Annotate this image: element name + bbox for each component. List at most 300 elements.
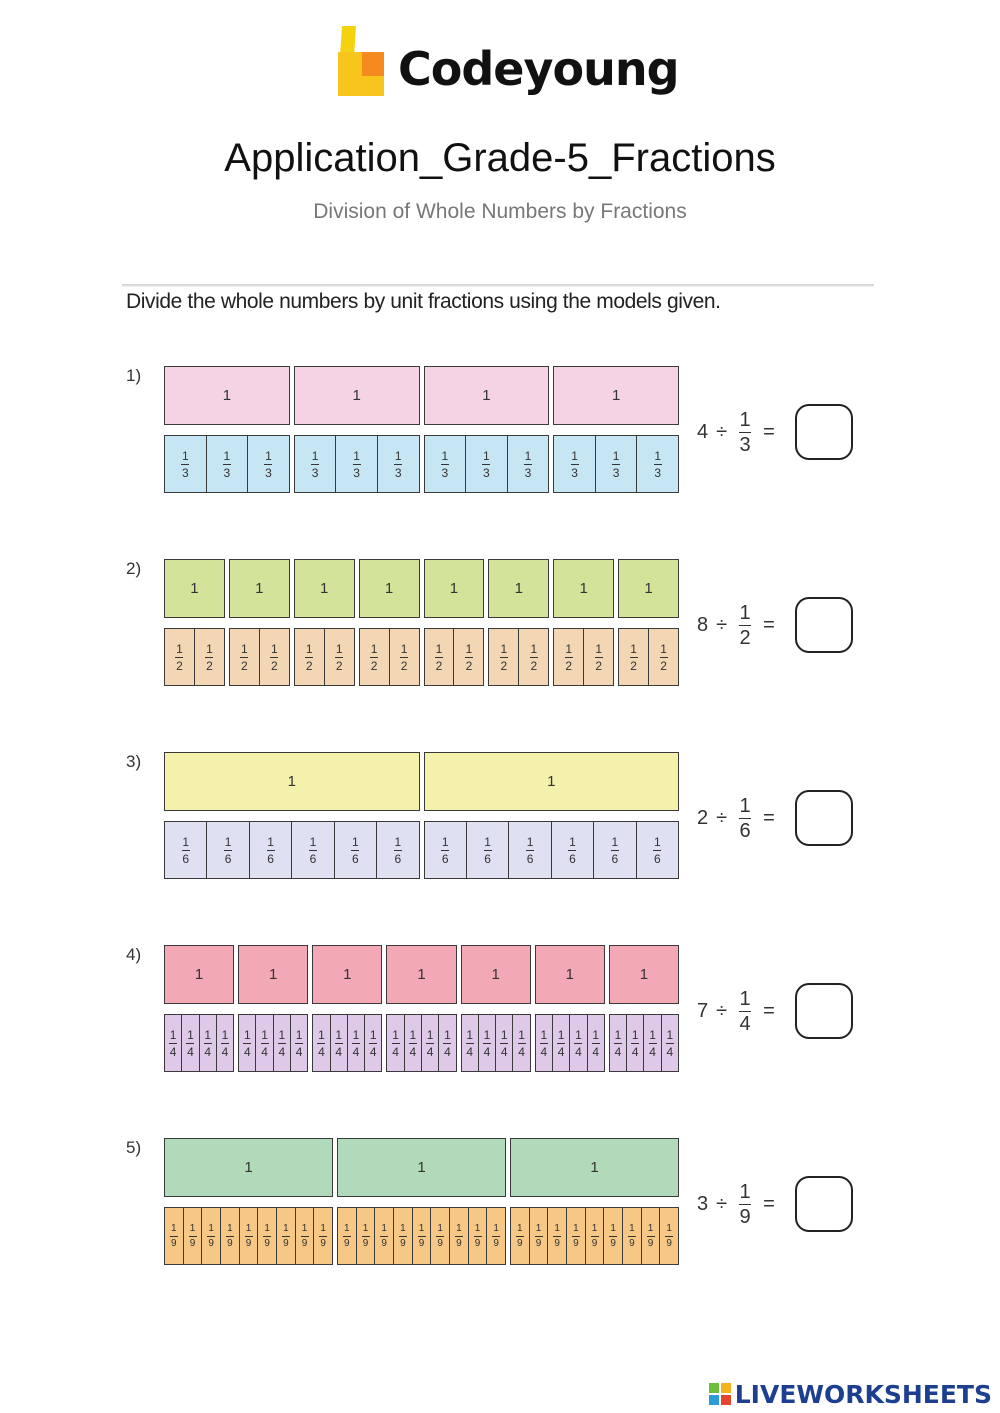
piece-numerator: 1	[182, 834, 190, 849]
piece-numerator: 1	[265, 448, 272, 463]
piece-denominator: 9	[573, 1237, 579, 1249]
piece-numerator: 1	[353, 448, 360, 463]
divisor-denominator: 4	[739, 1012, 751, 1035]
fraction-group	[618, 628, 679, 686]
piece-numerator: 1	[335, 1027, 343, 1042]
unit-fraction-piece	[184, 1208, 203, 1264]
piece-denominator: 4	[318, 1044, 325, 1059]
fraction-bar-row	[164, 821, 679, 879]
fraction-group	[238, 1014, 308, 1072]
unit-fraction-piece	[413, 1208, 432, 1264]
piece-denominator: 9	[437, 1237, 443, 1249]
piece-numerator: 1	[500, 1027, 508, 1042]
piece-numerator: 1	[267, 834, 274, 849]
unit-fraction-piece	[331, 1015, 348, 1071]
fraction-group	[553, 628, 614, 686]
piece-numerator: 1	[565, 641, 573, 656]
piece-denominator: 4	[392, 1044, 399, 1059]
division-equation	[697, 985, 853, 1037]
unit-fraction-piece	[336, 436, 378, 492]
piece-numerator: 1	[278, 1027, 286, 1042]
unit-fraction-piece	[200, 1015, 217, 1071]
piece-numerator: 1	[344, 1222, 350, 1234]
piece-denominator: 6	[352, 851, 359, 866]
piece-denominator: 4	[518, 1044, 525, 1059]
whole-bar: 1	[424, 559, 485, 618]
unit-fraction-piece	[314, 1208, 332, 1264]
unit-fraction-piece	[291, 1015, 307, 1071]
piece-numerator: 1	[557, 1027, 565, 1042]
piece-denominator: 6	[394, 851, 402, 866]
piece-numerator: 1	[305, 641, 313, 656]
piece-numerator: 1	[649, 1027, 656, 1042]
piece-denominator: 2	[206, 658, 213, 673]
unit-fraction-piece	[644, 1015, 661, 1071]
piece-numerator: 1	[318, 1027, 325, 1042]
unit-fraction-piece	[250, 822, 292, 878]
fraction-group	[488, 628, 549, 686]
piece-numerator: 1	[335, 641, 343, 656]
equals-sign: =	[763, 999, 775, 1022]
piece-numerator: 1	[591, 1222, 598, 1234]
divisor-fraction	[739, 796, 751, 841]
whole-bar-row	[164, 945, 679, 1004]
unit-fraction-piece	[202, 1208, 221, 1264]
fraction-bar-row	[164, 1014, 679, 1072]
divide-sign: ÷	[716, 1192, 728, 1215]
answer-input[interactable]	[795, 983, 853, 1039]
piece-denominator: 9	[535, 1237, 542, 1249]
unit-fraction-piece	[586, 1208, 605, 1264]
whole-bar: 1	[312, 945, 382, 1004]
whole-bar: 1	[294, 559, 355, 618]
unit-fraction-piece	[554, 436, 596, 492]
piece-denominator: 4	[666, 1044, 674, 1059]
equals-sign: =	[763, 420, 775, 443]
piece-denominator: 6	[484, 851, 491, 866]
unit-fraction-piece	[425, 629, 455, 685]
whole-bar: 1	[164, 559, 225, 618]
piece-numerator: 1	[208, 1222, 214, 1234]
piece-numerator: 1	[245, 1222, 252, 1234]
unit-fraction-piece	[165, 1015, 182, 1071]
unit-fraction-piece	[165, 1208, 184, 1264]
divide-sign: ÷	[716, 613, 728, 636]
piece-denominator: 4	[221, 1044, 229, 1059]
unit-fraction-piece	[165, 822, 207, 878]
piece-denominator: 9	[381, 1237, 387, 1249]
unit-fraction-piece	[469, 1208, 488, 1264]
piece-numerator: 1	[227, 1222, 233, 1234]
piece-denominator: 2	[241, 658, 248, 673]
piece-numerator: 1	[573, 1222, 579, 1234]
piece-numerator: 1	[474, 1222, 481, 1234]
answer-input[interactable]	[795, 790, 853, 846]
piece-numerator: 1	[465, 641, 473, 656]
fraction-model	[164, 559, 679, 689]
unit-fraction-piece	[466, 436, 508, 492]
unit-fraction-piece	[487, 1208, 505, 1264]
piece-denominator: 4	[557, 1044, 565, 1059]
unit-fraction-piece	[394, 1208, 413, 1264]
liveworksheets-logo	[709, 1379, 992, 1409]
piece-denominator: 4	[631, 1044, 639, 1059]
piece-numerator: 1	[426, 1027, 434, 1042]
unit-fraction-piece	[610, 1015, 627, 1071]
unit-fraction-piece	[313, 1015, 330, 1071]
unit-fraction-piece	[642, 1208, 661, 1264]
piece-denominator: 4	[369, 1044, 377, 1059]
piece-denominator: 9	[208, 1237, 214, 1249]
piece-numerator: 1	[370, 641, 378, 656]
fraction-model	[164, 366, 679, 496]
piece-numerator: 1	[535, 1222, 542, 1234]
piece-numerator: 1	[171, 1222, 177, 1234]
dividend: 4	[697, 420, 709, 443]
unit-fraction-piece	[165, 629, 195, 685]
fraction-model	[164, 1138, 679, 1268]
problem-4	[0, 945, 1000, 1075]
piece-denominator: 2	[500, 658, 508, 673]
piece-denominator: 6	[441, 851, 449, 866]
piece-numerator: 1	[187, 1027, 194, 1042]
piece-numerator: 1	[352, 1027, 360, 1042]
unit-fraction-piece	[479, 1015, 496, 1071]
whole-bar: 1	[229, 559, 290, 618]
unit-fraction-piece	[207, 436, 249, 492]
unit-fraction-piece	[207, 822, 249, 878]
unit-fraction-piece	[552, 822, 594, 878]
piece-numerator: 1	[400, 1222, 406, 1234]
piece-denominator: 4	[444, 1044, 451, 1059]
fraction-group	[337, 1207, 506, 1265]
unit-fraction-piece	[274, 1015, 291, 1071]
piece-denominator: 4	[204, 1044, 212, 1059]
piece-denominator: 2	[176, 658, 183, 673]
unit-fraction-piece	[405, 1015, 422, 1071]
piece-denominator: 9	[320, 1237, 326, 1249]
unit-fraction-piece	[637, 822, 678, 878]
piece-numerator: 1	[243, 1027, 251, 1042]
whole-bar: 1	[461, 945, 531, 1004]
unit-fraction-piece	[619, 629, 649, 685]
piece-denominator: 9	[554, 1237, 560, 1249]
piece-denominator: 4	[614, 1044, 622, 1059]
piece-denominator: 4	[592, 1044, 600, 1059]
divisor-denominator: 3	[739, 433, 751, 456]
unit-fraction-piece	[221, 1208, 240, 1264]
piece-numerator: 1	[569, 834, 576, 849]
fraction-bar-row	[164, 435, 679, 493]
divisor-fraction	[739, 410, 751, 455]
unit-fraction-piece	[594, 822, 636, 878]
whole-bar: 1	[337, 1138, 506, 1197]
piece-denominator: 9	[189, 1237, 196, 1249]
piece-denominator: 2	[435, 658, 443, 673]
piece-denominator: 2	[630, 658, 637, 673]
piece-numerator: 1	[362, 1222, 369, 1234]
fraction-group	[535, 1014, 605, 1072]
piece-denominator: 9	[456, 1237, 462, 1249]
unit-fraction-piece	[513, 1015, 529, 1071]
whole-bar: 1	[164, 945, 234, 1004]
piece-numerator: 1	[392, 1027, 399, 1042]
fraction-group	[510, 1207, 679, 1265]
piece-numerator: 1	[400, 641, 408, 656]
division-equation	[697, 406, 853, 458]
piece-numerator: 1	[630, 641, 637, 656]
piece-denominator: 4	[483, 1044, 491, 1059]
divisor-numerator: 1	[739, 601, 751, 624]
piece-numerator: 1	[283, 1222, 289, 1234]
unit-fraction-piece	[570, 1015, 587, 1071]
piece-denominator: 3	[524, 465, 532, 480]
whole-bar: 1	[386, 945, 456, 1004]
equals-sign: =	[763, 1192, 775, 1215]
piece-denominator: 3	[353, 465, 360, 480]
piece-denominator: 4	[278, 1044, 286, 1059]
piece-numerator: 1	[530, 641, 538, 656]
unit-fraction-piece	[467, 822, 509, 878]
fraction-group	[609, 1014, 679, 1072]
piece-numerator: 1	[394, 448, 402, 463]
whole-bar-row	[164, 366, 679, 425]
divisor-numerator: 1	[739, 794, 751, 817]
unit-fraction-piece	[662, 1015, 678, 1071]
problem-number: 4)	[126, 945, 142, 964]
piece-numerator: 1	[500, 641, 508, 656]
unit-fraction-piece	[584, 629, 613, 685]
fraction-group	[312, 1014, 382, 1072]
piece-numerator: 1	[660, 641, 667, 656]
piece-denominator: 6	[267, 851, 274, 866]
piece-denominator: 2	[465, 658, 473, 673]
whole-bar: 1	[164, 366, 290, 425]
unit-fraction-piece	[422, 1015, 439, 1071]
liveworksheets-text: LIVEWORKSHEETS	[734, 1379, 992, 1409]
fraction-bar-row	[164, 1207, 679, 1265]
unit-fraction-piece	[637, 436, 678, 492]
unit-fraction-piece	[295, 629, 325, 685]
piece-numerator: 1	[614, 1027, 622, 1042]
piece-denominator: 9	[264, 1237, 270, 1249]
piece-numerator: 1	[169, 1027, 177, 1042]
instruction-divider	[122, 284, 874, 287]
piece-denominator: 4	[243, 1044, 251, 1059]
equals-sign: =	[763, 613, 775, 636]
instruction-text: Divide the whole numbers by unit fractions using the models given.	[126, 290, 721, 313]
whole-bar: 1	[359, 559, 420, 618]
piece-denominator: 6	[611, 851, 619, 866]
unit-fraction-piece	[292, 822, 334, 878]
piece-denominator: 4	[649, 1044, 656, 1059]
fraction-group	[424, 628, 485, 686]
problem-number: 5)	[126, 1138, 142, 1157]
unit-fraction-piece	[567, 1208, 586, 1264]
piece-numerator: 1	[466, 1027, 474, 1042]
unit-fraction-piece	[439, 1015, 455, 1071]
fraction-bar-row	[164, 628, 679, 686]
piece-denominator: 3	[654, 465, 662, 480]
unit-fraction-piece	[548, 1208, 567, 1264]
piece-numerator: 1	[456, 1222, 462, 1234]
answer-input[interactable]	[795, 404, 853, 460]
unit-fraction-piece	[588, 1015, 604, 1071]
fraction-model	[164, 752, 679, 882]
piece-numerator: 1	[647, 1222, 654, 1234]
fraction-group	[553, 435, 679, 493]
piece-numerator: 1	[526, 834, 534, 849]
page-title: Application_Grade-5_Fractions	[224, 136, 776, 180]
piece-denominator: 4	[295, 1044, 303, 1059]
piece-numerator: 1	[517, 1222, 523, 1234]
divisor-fraction	[739, 603, 751, 648]
whole-bar: 1	[488, 559, 549, 618]
divisor-numerator: 1	[739, 987, 751, 1010]
problem-number: 1)	[126, 366, 142, 385]
whole-bar: 1	[553, 559, 614, 618]
piece-numerator: 1	[181, 448, 189, 463]
piece-numerator: 1	[483, 448, 490, 463]
whole-bar-row	[164, 559, 679, 618]
piece-denominator: 2	[530, 658, 538, 673]
fraction-group	[424, 821, 680, 879]
piece-denominator: 9	[171, 1237, 177, 1249]
unit-fraction-piece	[530, 1208, 549, 1264]
piece-denominator: 3	[612, 465, 620, 480]
unit-fraction-piece	[378, 436, 419, 492]
page-subtitle: Division of Whole Numbers by Fractions	[313, 200, 687, 223]
piece-numerator: 1	[241, 641, 248, 656]
unit-fraction-piece	[230, 629, 260, 685]
piece-denominator: 9	[245, 1237, 252, 1249]
equals-sign: =	[763, 806, 775, 829]
piece-denominator: 9	[610, 1237, 616, 1249]
piece-numerator: 1	[611, 834, 619, 849]
unit-fraction-piece	[390, 629, 419, 685]
liveworksheets-icon	[709, 1383, 731, 1405]
piece-denominator: 4	[540, 1044, 548, 1059]
unit-fraction-piece	[508, 436, 549, 492]
piece-numerator: 1	[437, 1222, 443, 1234]
unit-fraction-piece	[357, 1208, 376, 1264]
answer-input[interactable]	[795, 597, 853, 653]
unit-fraction-piece	[248, 436, 289, 492]
problem-1	[0, 366, 1000, 496]
divisor-numerator: 1	[739, 408, 751, 431]
piece-denominator: 3	[394, 465, 402, 480]
piece-denominator: 9	[227, 1237, 233, 1249]
piece-numerator: 1	[629, 1222, 635, 1234]
unit-fraction-piece	[240, 1208, 259, 1264]
whole-bar: 1	[609, 945, 679, 1004]
fraction-group	[386, 1014, 456, 1072]
piece-numerator: 1	[381, 1222, 387, 1234]
unit-fraction-piece	[217, 1015, 233, 1071]
unit-fraction-piece	[649, 629, 678, 685]
dividend: 7	[697, 999, 709, 1022]
piece-numerator: 1	[270, 641, 278, 656]
piece-numerator: 1	[223, 448, 231, 463]
piece-numerator: 1	[320, 1222, 326, 1234]
dividend: 8	[697, 613, 709, 636]
piece-denominator: 2	[660, 658, 667, 673]
unit-fraction-piece	[519, 629, 548, 685]
whole-bar: 1	[164, 752, 420, 811]
piece-numerator: 1	[571, 448, 578, 463]
piece-denominator: 9	[283, 1237, 289, 1249]
piece-denominator: 6	[569, 851, 576, 866]
piece-denominator: 3	[571, 465, 578, 480]
divisor-denominator: 9	[739, 1205, 751, 1228]
unit-fraction-piece	[450, 1208, 469, 1264]
piece-denominator: 9	[493, 1237, 499, 1249]
whole-bar: 1	[164, 1138, 333, 1197]
unit-fraction-piece	[489, 629, 519, 685]
whole-bar-row	[164, 752, 679, 811]
piece-numerator: 1	[666, 1027, 674, 1042]
piece-numerator: 1	[493, 1222, 499, 1234]
unit-fraction-piece	[553, 1015, 570, 1071]
unit-fraction-piece	[348, 1015, 365, 1071]
fraction-model	[164, 945, 679, 1075]
piece-denominator: 4	[426, 1044, 434, 1059]
divisor-numerator: 1	[739, 1180, 751, 1203]
piece-numerator: 1	[518, 1027, 525, 1042]
fraction-group	[164, 435, 290, 493]
unit-fraction-piece	[277, 1208, 296, 1264]
piece-denominator: 4	[409, 1044, 417, 1059]
unit-fraction-piece	[377, 822, 418, 878]
unit-fraction-piece	[425, 822, 467, 878]
piece-numerator: 1	[264, 1222, 270, 1234]
piece-numerator: 1	[224, 834, 232, 849]
unit-fraction-piece	[425, 436, 467, 492]
piece-denominator: 9	[666, 1237, 672, 1249]
piece-numerator: 1	[575, 1027, 582, 1042]
unit-fraction-piece	[387, 1015, 404, 1071]
piece-numerator: 1	[610, 1222, 616, 1234]
unit-fraction-piece	[623, 1208, 642, 1264]
piece-numerator: 1	[352, 834, 359, 849]
dividend: 3	[697, 1192, 709, 1215]
unit-fraction-piece	[536, 1015, 553, 1071]
brand-name: Codeyoung	[398, 42, 679, 96]
unit-fraction-piece	[338, 1208, 357, 1264]
piece-numerator: 1	[311, 448, 319, 463]
piece-denominator: 2	[305, 658, 313, 673]
piece-denominator: 9	[629, 1237, 635, 1249]
divide-sign: ÷	[716, 999, 728, 1022]
divisor-fraction	[739, 1182, 751, 1227]
unit-fraction-piece	[165, 436, 207, 492]
piece-denominator: 2	[595, 658, 602, 673]
unit-fraction-piece	[258, 1208, 277, 1264]
unit-fraction-piece	[604, 1208, 623, 1264]
codeyoung-logo-icon	[332, 26, 388, 98]
unit-fraction-piece	[325, 629, 354, 685]
unit-fraction-piece	[454, 629, 483, 685]
piece-numerator: 1	[612, 448, 620, 463]
answer-input[interactable]	[795, 1176, 853, 1232]
unit-fraction-piece	[335, 822, 377, 878]
piece-denominator: 9	[591, 1237, 598, 1249]
fraction-group	[359, 628, 420, 686]
unit-fraction-piece	[260, 629, 289, 685]
unit-fraction-piece	[375, 1208, 394, 1264]
piece-denominator: 4	[335, 1044, 343, 1059]
unit-fraction-piece	[596, 436, 638, 492]
